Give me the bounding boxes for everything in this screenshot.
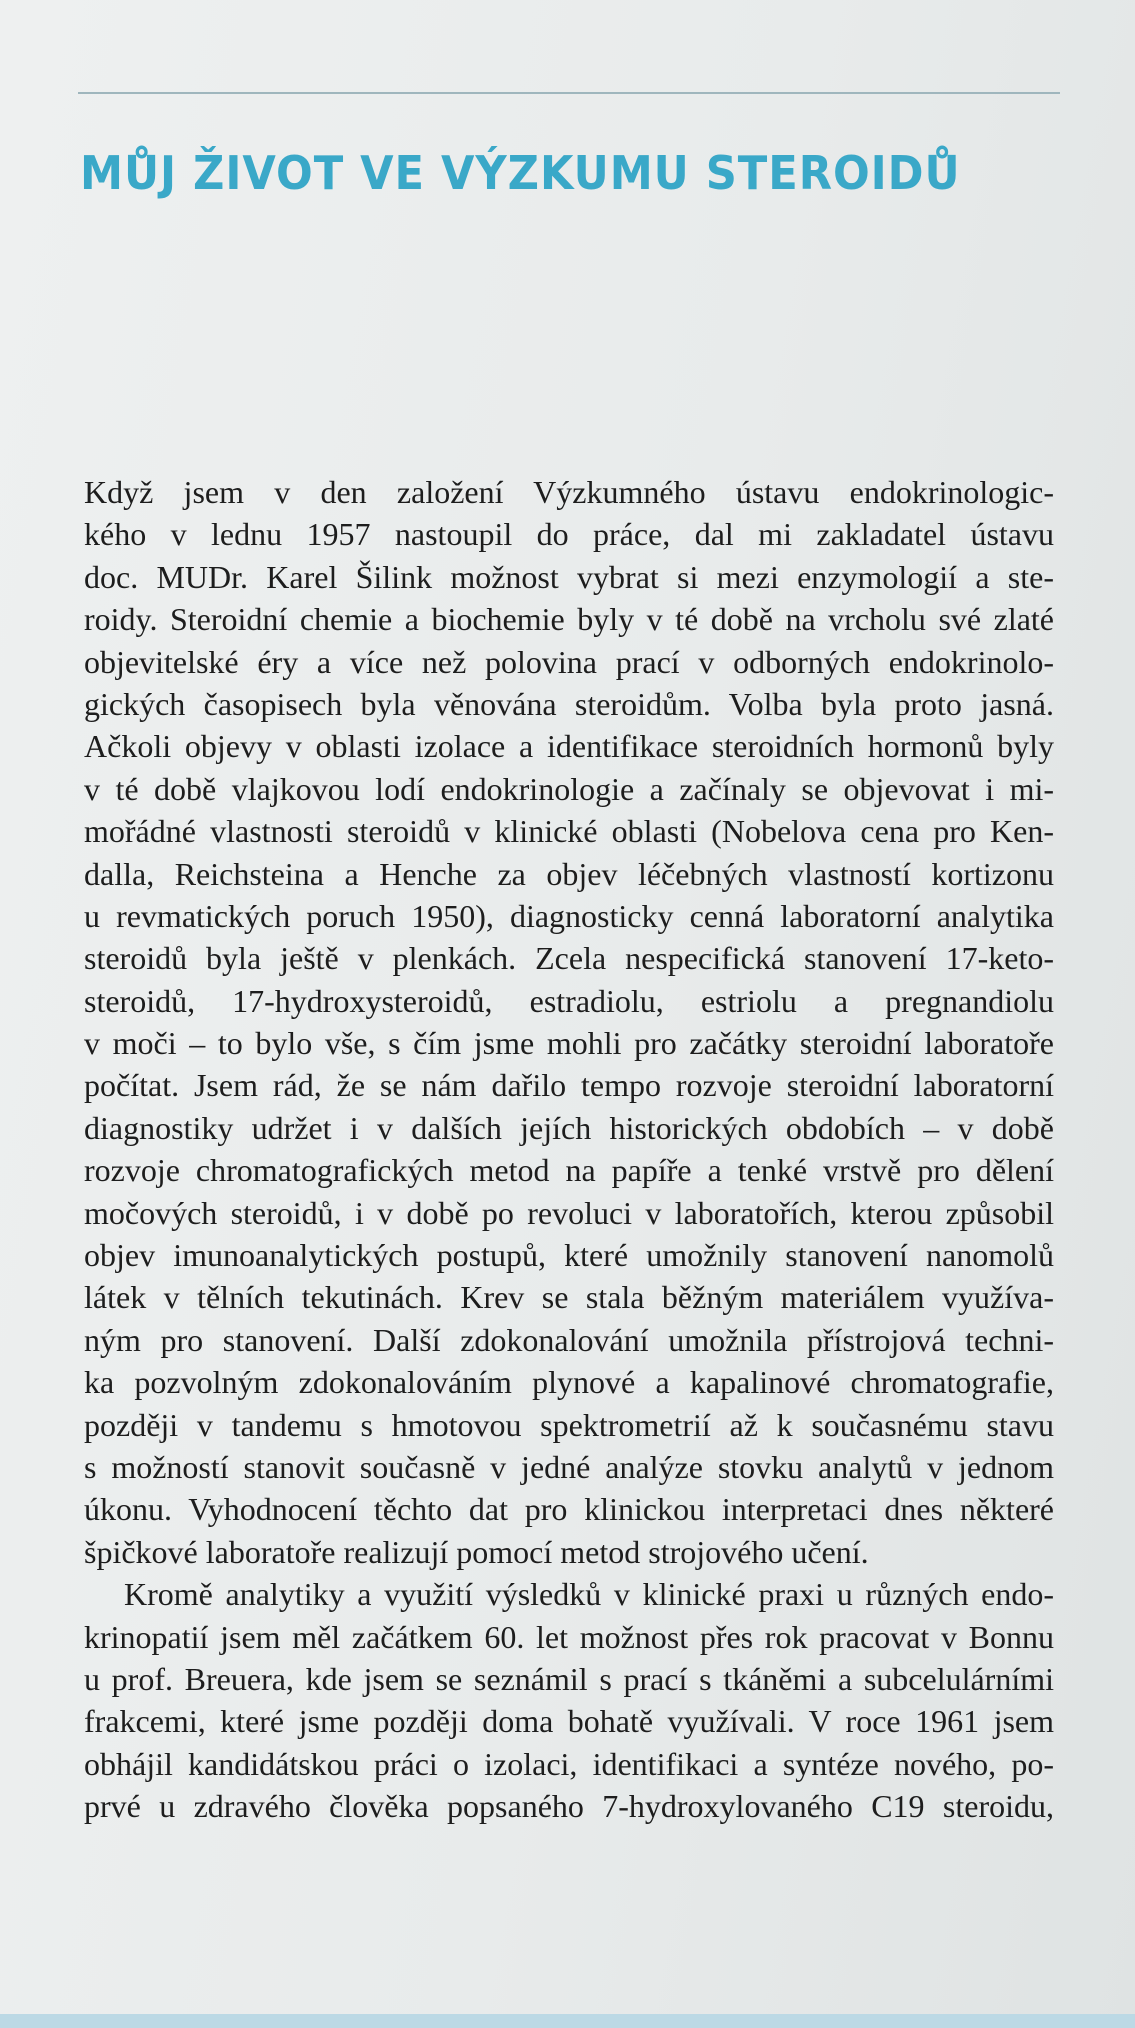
text-line: počítat. Jsem rád, že se nám dařilo tempo rozvoje steroidní laboratorní bbox=[84, 1067, 1054, 1104]
text-line: dalla, Reichsteina a Henche za objev léčebných vlastností kortizonu bbox=[84, 855, 1054, 892]
chapter-title: MŮJ ŽIVOT VE VÝZKUMU STEROIDŮ bbox=[80, 146, 961, 200]
text-line: s možností stanovit současně v jedné analýze stovku analytů v jednom bbox=[84, 1448, 1054, 1485]
text-line: u revmatických poruch 1950), diagnosticky cenná laboratorní analytika bbox=[84, 897, 1054, 934]
text-line: roidy. Steroidní chemie a biochemie byly v té době na vrcholu své zlaté bbox=[84, 601, 1054, 638]
text-line: objevitelské éry a více než polovina prací v odborných endokrinolo- bbox=[84, 643, 1054, 680]
text-line: močových steroidů, i v době po revoluci v laboratořích, kterou způsobil bbox=[84, 1194, 1054, 1231]
text-line: steroidů byla ještě v plenkách. Zcela nespecifická stanovení 17-keto- bbox=[84, 940, 1054, 977]
text-line: krinopatií jsem měl začátkem 60. let možnost přes rok pracovat v Bonnu bbox=[84, 1618, 1054, 1655]
text-line: látek v tělních tekutinách. Krev se stala běžným materiálem využíva- bbox=[84, 1279, 1054, 1316]
text-line: diagnostiky udržet i v dalších jejích historických obdobích – v době bbox=[84, 1109, 1054, 1146]
text-line: později v tandemu s hmotovou spektrometrií až k současnému stavu bbox=[84, 1406, 1054, 1443]
text-line: v té době vlajkovou lodí endokrinologie a začínaly se objevovat i mi- bbox=[84, 770, 1054, 807]
text-line: objev imunoanalytických postupů, které umožnily stanovení nanomolů bbox=[84, 1237, 1054, 1274]
text-line: úkonu. Vyhodnocení těchto dat pro klinickou interpretaci dnes některé bbox=[84, 1491, 1054, 1528]
text-line: Když jsem v den založení Výzkumného ústavu endokrinologic- bbox=[84, 474, 1054, 510]
text-line: mořádné vlastnosti steroidů v klinické oblasti (Nobelova cena pro Ken- bbox=[84, 813, 1054, 850]
text-line: rozvoje chromatografických metod na papíře a tenké vrstvě pro dělení bbox=[84, 1152, 1054, 1189]
body-text bbox=[84, 471, 1054, 1828]
text-line: ným pro stanovení. Další zdokonalování umožnila přístrojová techni- bbox=[84, 1321, 1054, 1358]
text-line: doc. MUDr. Karel Šilink možnost vybrat si mezi enzymologií a ste- bbox=[84, 558, 1054, 595]
text-line: steroidů, 17-hydroxysteroidů, estradiolu, estriolu a pregnandiolu bbox=[84, 982, 1054, 1019]
text-line: špičkové laboratoře realizují pomocí metod strojového učení. bbox=[84, 1533, 869, 1570]
text-line: frakcemi, které jsme později doma bohatě využívali. V roce 1961 jsem bbox=[84, 1703, 1054, 1740]
text-line: obhájil kandidátskou práci o izolaci, identifikaci a syntéze nového, po- bbox=[84, 1745, 1054, 1782]
text-line: ka pozvolným zdokonalováním plynové a kapalinové chromatografie, bbox=[84, 1364, 1054, 1401]
text-line: v moči – to bylo vše, s čím jsme mohli pro začátky steroidní laboratoře bbox=[84, 1025, 1054, 1062]
text-line: Kromě analytiky a využití výsledků v klinické praxi u různých endo- bbox=[124, 1576, 1054, 1613]
top-rule bbox=[78, 92, 1060, 94]
text-line: kého v lednu 1957 nastoupil do práce, dal mi zakladatel ústavu bbox=[84, 516, 1054, 553]
text-line: Ačkoli objevy v oblasti izolace a identifikace steroidních hormonů byly bbox=[84, 728, 1054, 765]
text-line: prvé u zdravého člověka popsaného 7-hydroxylovaného C19 steroidu, bbox=[84, 1788, 1054, 1825]
text-line: u prof. Breuera, kde jsem se seznámil s prací s tkáněmi a subcelulárními bbox=[84, 1660, 1054, 1697]
bottom-color-band bbox=[0, 2014, 1135, 2028]
text-line: gických časopisech byla věnována steroidům. Volba byla proto jasná. bbox=[84, 685, 1054, 722]
